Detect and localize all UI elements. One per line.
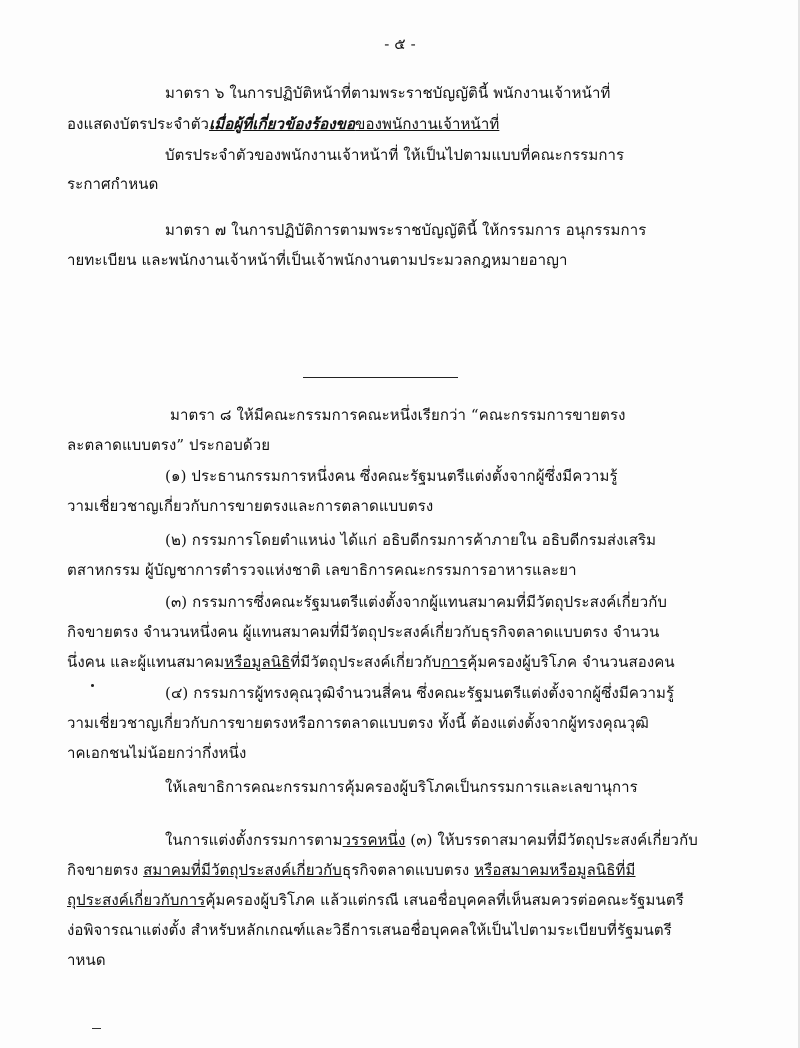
section-8-line-1: มาตรา ๘ ให้มีคณะกรรมการคณะหนึ่งเรียกว่า “คณะกรรมการขายตรง: [170, 406, 626, 424]
text-span: ที่มีวัตถุประสงค์เกี่ยวกับ: [290, 653, 442, 671]
appointment-line-5: าหนด: [67, 951, 106, 969]
struck-amendment-text: เมื่อผู้ที่เกี่ยวข้องร้องขอ: [209, 115, 356, 133]
underlined-amendment-text: การ: [441, 653, 468, 671]
item-4-line-2: วามเชี่ยวชาญเกี่ยวกับการขายตรงหรือการตลาดแบบตรง ทั้งนี้ ต้องแต่งตั้งจากผู้ทรงคุณวุฒิ: [67, 714, 649, 732]
text-span: ในการแต่งตั้งกรรมการตาม: [165, 831, 343, 849]
underlined-amendment-text: สมาคมที่มีวัตถุประสงค์เกี่ยวกับ: [143, 861, 342, 879]
appointment-line-2: [67, 860, 635, 880]
text-span: องแสดงบัตรประจำตัว: [67, 115, 210, 133]
text-span: นึ่งคน และผู้แทนสมาคม: [67, 653, 225, 671]
section-6-line-3: บัตรประจำตัวของพนักงานเจ้าหน้าที่ ให้เป็นไปตามแบบที่คณะกรรมการ: [165, 146, 625, 164]
section-8-line-2: ละตลาดแบบตรง” ประกอบด้วย: [67, 436, 271, 454]
underlined-amendment-text: วรรคหนึ่ง: [342, 831, 406, 849]
item-4-line-3: าคเอกชนไม่น้อยกว่ากึ่งหนึ่ง: [67, 744, 247, 762]
appointment-line-1: [165, 830, 698, 850]
section-6-line-2: [67, 114, 499, 134]
margin-mark: [91, 684, 94, 687]
appointment-line-4: ง่อพิจารณาแต่งตั้ง สำหรับหลักเกณฑ์และวิธีการเสนอชื่อบุคคลให้เป็นไปตามระเบียบที่รัฐมนตรี: [67, 921, 672, 939]
text-span: ธุรกิจตลาดแบบตรง: [341, 861, 475, 879]
item-2-line-2: ตสาหกรรม ผู้บัญชาการตำรวจแห่งชาติ เลขาธิการคณะกรรมการอาหารและยา: [67, 561, 577, 579]
underlined-amendment-text: หรือมูลนิธิ: [224, 653, 291, 671]
text-span: กิจขายตรง: [67, 861, 144, 879]
section-7-line-1: มาตรา ๗ ในการปฏิบัติการตามพระราชบัญญัตินี้ ให้กรรมการ อนุกรรมการ: [165, 221, 647, 239]
section-6-line-1: มาตรา ๖ ในการปฏิบัติหน้าที่ตามพระราชบัญญัตินี้ พนักงานเจ้าหน้าที่: [165, 84, 611, 102]
item-3-line-2: กิจขายตรง จำนวนหนึ่งคน ผู้แทนสมาคมที่มีวัตถุประสงค์เกี่ยวกับธุรกิจตลาดแบบตรง จำนวน: [67, 623, 660, 641]
item-3-line-3: [67, 652, 675, 672]
appointment-line-3: [67, 890, 684, 910]
text-span: คุ้มครองผู้บริโภค แล้วแต่กรณี เสนอชื่อบุคคลที่เห็นสมควรต่อคณะรัฐมนตรี: [205, 891, 684, 909]
item-3-line-1: (๓) กรรมการซึ่งคณะรัฐมนตรีแต่งตั้งจากผู้แทนสมาคมที่มีวัตถุประสงค์เกี่ยวกับ: [165, 593, 668, 611]
item-2-line-1: (๒) กรรมการโดยตำแหน่ง ได้แก่ อธิบดีกรมการค้าภายใน อธิบดีกรมส่งเสริม: [165, 531, 657, 549]
text-span: (๓) ให้บรรดาสมาคมที่มีวัตถุประสงค์เกี่ยวกับ: [405, 831, 698, 849]
text-span: คุ้มครองผู้บริโภค จำนวนสองคน: [467, 653, 675, 671]
secretary-line: ให้เลขาธิการคณะกรรมการคุ้มครองผู้บริโภคเป็นกรรมการและเลขานุการ: [165, 778, 638, 796]
heading-divider: [303, 377, 458, 378]
underlined-amendment-text: ถุประสงค์เกี่ยวกับการ: [67, 891, 206, 909]
item-1-line-2: วามเชี่ยวชาญเกี่ยวกับการขายตรงและการตลาดแบบตรง: [67, 497, 434, 515]
item-1-line-1: (๑) ประธานกรรมการหนึ่งคน ซึ่งคณะรัฐมนตรีแต่งตั้งจากผู้ซึ่งมีความรู้: [165, 467, 618, 485]
page-number: - ๕ -: [384, 35, 416, 53]
section-7-line-2: ายทะเบียน และพนักงานเจ้าหน้าที่เป็นเจ้าพนักงานตามประมวลกฎหมายอาญา: [67, 251, 568, 269]
underlined-amendment-text: หรือสมาคมหรือมูลนิธิที่มี: [474, 861, 636, 879]
section-6-line-4: ระกาศกำหนด: [67, 175, 159, 193]
underlined-amendment-text: ของพนักงานเจ้าหน้าที่: [355, 115, 500, 133]
item-4-line-1: (๔) กรรมการผู้ทรงคุณวุฒิจำนวนสี่คน ซึ่งคณะรัฐมนตรีแต่งตั้งจากผู้ซึ่งมีความรู้: [165, 684, 675, 702]
footer-mark: [92, 1028, 101, 1029]
